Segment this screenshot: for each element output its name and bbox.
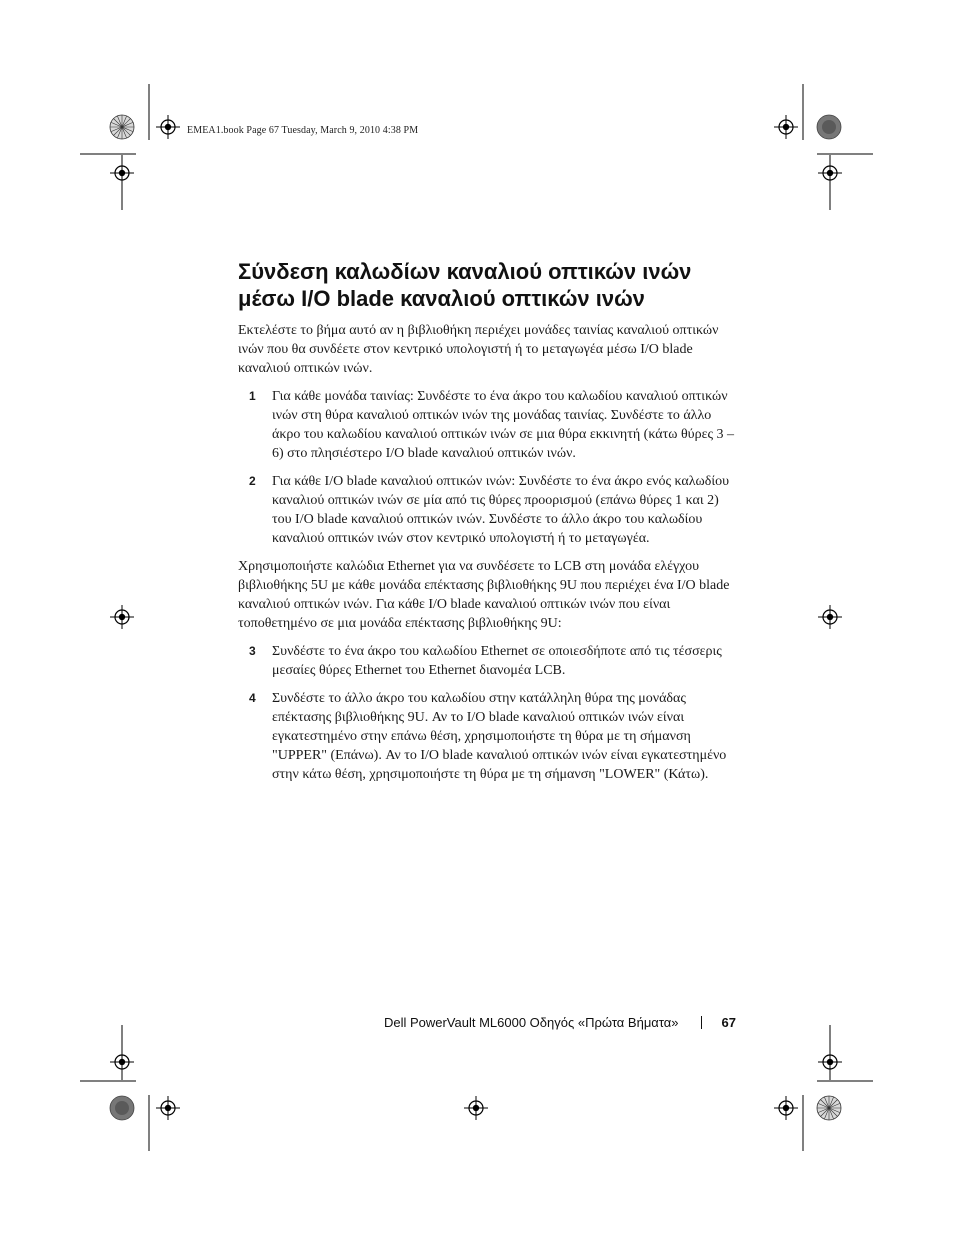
step-text: Συνδέστε το ένα άκρο του καλωδίου Ethernet σε οποιεσδήποτε από τις τέσσερις μεσαίες θύρες Ethernet του Ethernet διανομέα LCB. (272, 644, 722, 678)
registration-mark-icon (110, 1050, 134, 1074)
step-text: Συνδέστε το άλλο άκρο του καλωδίου στην κατάλληλη θύρα της μονάδας επέκτασης βιβλιοθήκης 9U. Αν το I/O blade καναλιού οπτικών ινών είναι εγκατεστημένο στην επάνω θέση, χρησιμοποιήστε τη θύρα με τη σήμανση "UPPER" (Επάνω). Αν το I/O blade καναλιού οπτικών ινών είναι εγκατεστημένο στην κάτω θέση, χρησιμοποιήστε τη θύρα με τη σήμανση "LOWER" (Κάτω). (272, 691, 727, 782)
footer-book-title: Dell PowerVault ML6000 Οδηγός «Πρώτα Βήματα» (383, 1015, 679, 1030)
step-text: Για κάθε μονάδα ταινίας: Συνδέστε το ένα άκρο του καλωδίου καναλιού οπτικών ινών στη θύρα καναλιού οπτικών ινών της μονάδας ταινίας. Συνδέστε το άλλο άκρο του καλωδίου καναλιού οπτικών ινών σε μια θύρα εκκινητή (κάτω θύρες 3 – 6) στο πλησιέστερο I/O blade καναλιού οπτικών ινών. (272, 389, 734, 461)
star-target-icon (817, 1096, 841, 1120)
registration-mark-icon (818, 161, 842, 185)
star-target-icon (110, 115, 134, 139)
registration-mark-icon (110, 605, 134, 629)
ethernet-paragraph: Χρησιμοποιήστε καλώδια Ethernet για να συνδέσετε το LCB στη μονάδα ελέγχου βιβλιοθήκης 5U με κάθε μονάδα επέκτασης βιβλιοθήκης 9U που περιέχει ένα I/O blade καναλιού οπτικών ινών. Για κάθε I/O blade καναλιού οπτικών ινών που είναι τοποθετημένο σε μια μονάδα επέκτασης βιβλιοθήκης 9U: (238, 559, 730, 631)
registration-mark-icon (818, 1050, 842, 1074)
main-content (238, 258, 738, 793)
footer-separator (701, 1016, 702, 1029)
section-title-line-2: μέσω I/O blade καναλιού οπτικών ινών (238, 286, 645, 311)
star-target-icon (110, 1096, 134, 1120)
registration-mark-icon (156, 1096, 180, 1120)
registration-mark-icon (774, 115, 798, 139)
step-item (238, 689, 738, 784)
print-slug: EMEA1.book Page 67 Tuesday, March 9, 2010 4:38 PM (187, 125, 419, 136)
registration-mark-icon (110, 161, 134, 185)
page-number: 67 (721, 1015, 736, 1030)
star-target-icon (817, 115, 841, 139)
page-footer (300, 1015, 736, 1030)
step-text: Για κάθε I/O blade καναλιού οπτικών ινών: Συνδέστε το ένα άκρο ενός καλωδίου καναλιού οπτικών ινών σε μία από τις θύρες προορισμού (επάνω θύρες 1 και 2) του I/O blade καναλιού οπτικών ινών. Συνδέστε το άλλο άκρο του καλωδίου καναλιού οπτικών ινών στον κεντρικό υπολογιστή ή το μεταγωγέα. (272, 474, 730, 546)
section-title (238, 258, 738, 312)
registration-mark-icon (464, 1096, 488, 1120)
step-number: 3 (249, 644, 256, 658)
section-title-line-1: Σύνδεση καλωδίων καναλιού οπτικών ινών (238, 259, 692, 284)
registration-mark-icon (774, 1096, 798, 1120)
step-number: 2 (249, 474, 256, 488)
registration-mark-icon (156, 115, 180, 139)
step-item (238, 642, 738, 680)
intro-paragraph: Εκτελέστε το βήμα αυτό αν η βιβλιοθήκη περιέχει μονάδες ταινίας καναλιού οπτικών ινών που θα συνδέετε στον κεντρικό υπολογιστή ή το μεταγωγέα μέσω I/O blade καναλιού οπτικών ινών. (238, 323, 719, 376)
registration-mark-icon (818, 605, 842, 629)
step-number: 1 (249, 389, 256, 403)
step-item (238, 472, 738, 548)
step-number: 4 (249, 691, 256, 705)
step-item (238, 387, 738, 463)
